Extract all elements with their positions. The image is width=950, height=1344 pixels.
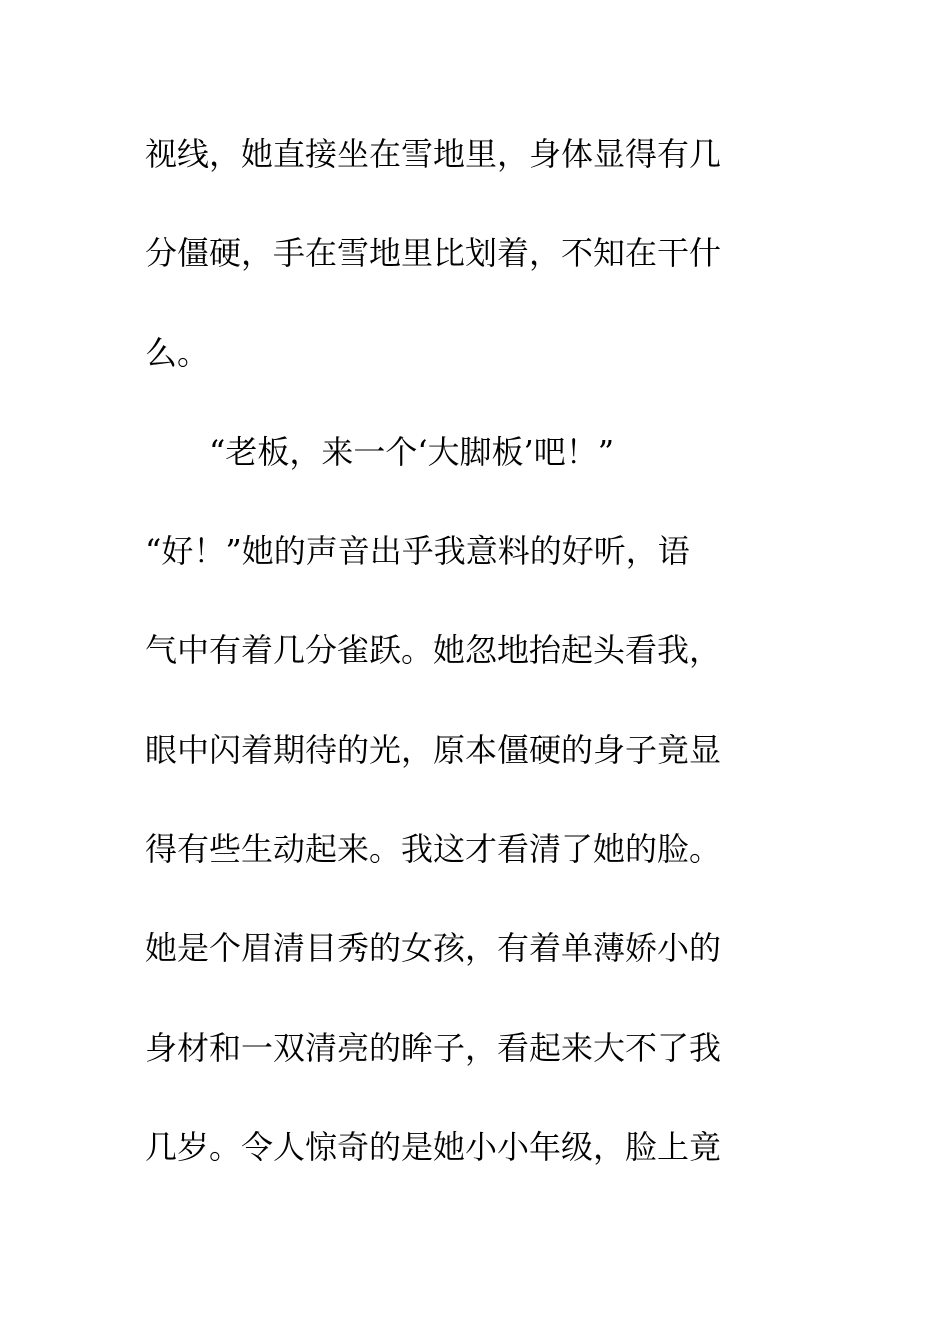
text-line: 视线，她直接坐在雪地里，身体显得有几 [145, 135, 722, 173]
text-line: 得有些生动起来。我这才看清了她的脸。 [145, 830, 722, 869]
text-line: 么。 [145, 333, 210, 372]
text-line: 气中有着几分雀跃。她忽地抬起头看我， [145, 631, 722, 670]
body-text [145, 122, 785, 1214]
text-line: 身材和一双清亮的眸子，看起来大不了我 [145, 1028, 722, 1067]
text-line: 眼中闪着期待的光，原本僵硬的身子竟显 [145, 730, 722, 769]
text-line: 分僵硬，手在雪地里比划着，不知在干什 [145, 234, 722, 273]
text-line: 她是个眉清目秀的女孩，有着单薄娇小的 [145, 929, 722, 968]
dialogue-line: “老板，来一个‘大脚板’吧！” [209, 432, 615, 471]
text-line: “好！”她的声音出乎我意料的好听，语 [145, 532, 690, 571]
text-line: 几岁。令人惊奇的是她小小年级，脸上竟 [145, 1127, 722, 1166]
